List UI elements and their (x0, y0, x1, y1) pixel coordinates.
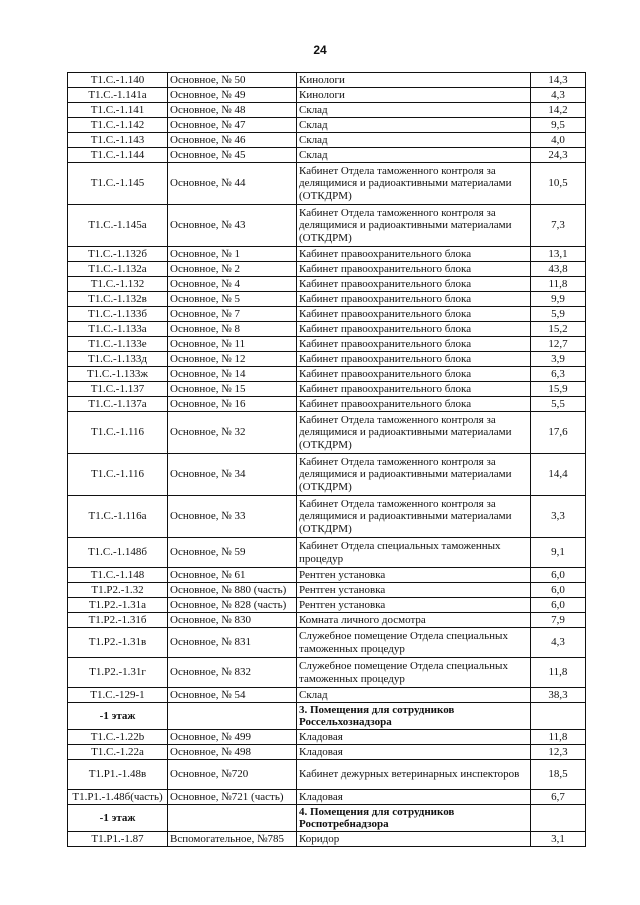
area-cell: 10,5 (531, 163, 586, 205)
room-type-cell: Основное, № 832 (168, 658, 297, 688)
room-name-cell: Кабинет правоохранительного блока (297, 247, 531, 262)
table-row (68, 454, 586, 496)
room-code-cell: Т1.Р2.-1.31г (68, 658, 168, 688)
area-cell: 17,6 (531, 412, 586, 454)
room-type-cell: Основное, № 830 (168, 613, 297, 628)
table-row (68, 382, 586, 397)
table-row (68, 367, 586, 382)
area-cell: 3,1 (531, 832, 586, 847)
room-code-cell: Т1.Р2.-1.31в (68, 628, 168, 658)
room-type-cell: Основное, № 15 (168, 382, 297, 397)
room-type-cell: Основное, № 4 (168, 277, 297, 292)
room-code-cell: Т1.С.-1.133ж (68, 367, 168, 382)
area-cell: 15,9 (531, 382, 586, 397)
room-name-cell: Кабинет правоохранительного блока (297, 277, 531, 292)
room-code-cell: Т1.С.-1.137 (68, 382, 168, 397)
room-type-cell: Основное, № 11 (168, 337, 297, 352)
area-cell: 7,3 (531, 205, 586, 247)
table-row (68, 568, 586, 583)
room-code-cell: Т1.С.-1.132б (68, 247, 168, 262)
room-type-cell: Основное, № 1 (168, 247, 297, 262)
room-type-cell: Основное, № 32 (168, 412, 297, 454)
area-cell: 9,1 (531, 538, 586, 568)
area-cell: 11,8 (531, 277, 586, 292)
section-header-row (68, 805, 586, 832)
area-cell: 11,8 (531, 730, 586, 745)
room-name-cell: Кабинет дежурных ветеринарных инспекторов (297, 760, 531, 790)
room-name-cell: Кабинет Отдела специальных таможенных процедур (297, 538, 531, 568)
area-cell: 14,2 (531, 103, 586, 118)
table-row (68, 163, 586, 205)
area-cell: 13,1 (531, 247, 586, 262)
room-name-cell: Кабинет правоохранительного блока (297, 382, 531, 397)
area-cell: 6,0 (531, 583, 586, 598)
table-row (68, 148, 586, 163)
room-name-cell: Кабинет Отдела таможенного контроля за делящимися и радиоактивными материалами (ОТКДРМ) (297, 163, 531, 205)
room-code-cell: Т1.Р2.-1.32 (68, 583, 168, 598)
room-type-cell: Основное, № 44 (168, 163, 297, 205)
room-code-cell: Т1.С.-129-1 (68, 688, 168, 703)
table-row (68, 73, 586, 88)
table-row (68, 628, 586, 658)
table-row (68, 496, 586, 538)
room-type-cell: Основное, № 5 (168, 292, 297, 307)
room-code-cell: Т1.С.-1.148 (68, 568, 168, 583)
room-type-cell (168, 703, 297, 730)
area-cell: 12,7 (531, 337, 586, 352)
room-name-cell: Коридор (297, 832, 531, 847)
area-cell (531, 703, 586, 730)
room-type-cell: Основное, № 499 (168, 730, 297, 745)
room-type-cell: Основное, № 12 (168, 352, 297, 367)
table-row (68, 790, 586, 805)
table-row (68, 205, 586, 247)
table-row (68, 133, 586, 148)
room-type-cell: Основное, № 14 (168, 367, 297, 382)
room-code-cell: Т1.С.-1.132 (68, 277, 168, 292)
room-name-cell: Склад (297, 688, 531, 703)
room-name-cell: Кабинет правоохранительного блока (297, 292, 531, 307)
room-name-cell: Комната личного досмотра (297, 613, 531, 628)
room-type-cell: Основное, № 7 (168, 307, 297, 322)
room-name-cell: Служебное помещение Отдела специальных таможенных процедур (297, 628, 531, 658)
table-row (68, 307, 586, 322)
room-code-cell: -1 этаж (68, 703, 168, 730)
table-row (68, 583, 586, 598)
table-row (68, 412, 586, 454)
room-type-cell: Основное, № 33 (168, 496, 297, 538)
area-cell: 3,9 (531, 352, 586, 367)
room-code-cell: Т1.С.-1.145 (68, 163, 168, 205)
room-code-cell: Т1.С.-1.137а (68, 397, 168, 412)
room-code-cell: Т1.С.-1.22b (68, 730, 168, 745)
room-name-cell: 4. Помещения для сотрудников Роспотребнадзора (297, 805, 531, 832)
table-row (68, 730, 586, 745)
room-code-cell: Т1.Р1.-1.48б(часть) (68, 790, 168, 805)
room-code-cell: Т1.С.-1.142 (68, 118, 168, 133)
room-name-cell: Кабинет правоохранительного блока (297, 397, 531, 412)
room-name-cell: Кабинет правоохранительного блока (297, 307, 531, 322)
area-cell: 4,3 (531, 88, 586, 103)
room-name-cell: Кабинет Отдела таможенного контроля за делящимися и радиоактивными материалами (ОТКДРМ) (297, 496, 531, 538)
room-name-cell: Склад (297, 103, 531, 118)
room-name-cell: Склад (297, 148, 531, 163)
table-row (68, 598, 586, 613)
room-type-cell: Основное, № 48 (168, 103, 297, 118)
area-cell: 9,5 (531, 118, 586, 133)
room-type-cell: Основное, № 59 (168, 538, 297, 568)
table-row (68, 538, 586, 568)
table-row (68, 352, 586, 367)
room-name-cell: Кабинет правоохранительного блока (297, 337, 531, 352)
room-code-cell: Т1.С.-1.133д (68, 352, 168, 367)
area-cell: 38,3 (531, 688, 586, 703)
area-cell: 11,8 (531, 658, 586, 688)
area-cell: 12,3 (531, 745, 586, 760)
table-row (68, 88, 586, 103)
room-type-cell: Основное, № 34 (168, 454, 297, 496)
area-cell: 18,5 (531, 760, 586, 790)
table-row (68, 103, 586, 118)
room-type-cell: Основное, № 880 (часть) (168, 583, 297, 598)
room-code-cell: Т1.С.-1.22а (68, 745, 168, 760)
area-cell: 6,0 (531, 598, 586, 613)
table-row (68, 292, 586, 307)
room-code-cell: Т1.С.-1.132в (68, 292, 168, 307)
room-code-cell: Т1.С.-1.133а (68, 322, 168, 337)
table-row (68, 262, 586, 277)
room-type-cell: Вспомогательное, №785 (168, 832, 297, 847)
room-name-cell: Склад (297, 118, 531, 133)
table-row (68, 658, 586, 688)
room-type-cell: Основное, №721 (часть) (168, 790, 297, 805)
room-name-cell: 3. Помещения для сотрудников Россельхознадзора (297, 703, 531, 730)
room-code-cell: Т1.С.-1.143 (68, 133, 168, 148)
room-type-cell: Основное, № 16 (168, 397, 297, 412)
table-row (68, 337, 586, 352)
room-type-cell: Основное, №720 (168, 760, 297, 790)
area-cell: 4,3 (531, 628, 586, 658)
premises-table (67, 72, 586, 847)
room-type-cell: Основное, № 43 (168, 205, 297, 247)
room-name-cell: Кабинет Отдела таможенного контроля за делящимися и радиоактивными материалами (ОТКДРМ) (297, 412, 531, 454)
room-type-cell: Основное, № 828 (часть) (168, 598, 297, 613)
room-name-cell: Кабинет правоохранительного блока (297, 262, 531, 277)
area-cell: 6,3 (531, 367, 586, 382)
room-type-cell: Основное, № 50 (168, 73, 297, 88)
room-code-cell: Т1.Р2.-1.31а (68, 598, 168, 613)
room-name-cell: Служебное помещение Отдела специальных таможенных процедур (297, 658, 531, 688)
room-code-cell: Т1.С.-1.116 (68, 412, 168, 454)
room-code-cell: Т1.Р1.-1.87 (68, 832, 168, 847)
room-name-cell: Кинологи (297, 88, 531, 103)
room-name-cell: Кабинет правоохранительного блока (297, 352, 531, 367)
room-code-cell: Т1.С.-1.148б (68, 538, 168, 568)
room-name-cell: Рентген установка (297, 583, 531, 598)
table-row (68, 613, 586, 628)
table-row (68, 247, 586, 262)
room-code-cell: Т1.С.-1.144 (68, 148, 168, 163)
room-type-cell: Основное, № 54 (168, 688, 297, 703)
room-type-cell: Основное, № 831 (168, 628, 297, 658)
area-cell: 5,9 (531, 307, 586, 322)
area-cell: 4,0 (531, 133, 586, 148)
area-cell: 3,3 (531, 496, 586, 538)
room-name-cell: Кладовая (297, 745, 531, 760)
room-code-cell: Т1.С.-1.116 (68, 454, 168, 496)
room-code-cell: Т1.С.-1.116а (68, 496, 168, 538)
area-cell: 6,0 (531, 568, 586, 583)
room-type-cell: Основное, № 49 (168, 88, 297, 103)
room-name-cell: Кинологи (297, 73, 531, 88)
area-cell: 24,3 (531, 148, 586, 163)
room-name-cell: Рентген установка (297, 598, 531, 613)
room-code-cell: Т1.С.-1.133е (68, 337, 168, 352)
area-cell: 7,9 (531, 613, 586, 628)
room-name-cell: Кабинет Отдела таможенного контроля за делящимися и радиоактивными материалами (ОТКДРМ) (297, 454, 531, 496)
table-row (68, 118, 586, 133)
table-row (68, 277, 586, 292)
room-name-cell: Кладовая (297, 790, 531, 805)
table-row (68, 322, 586, 337)
area-cell: 9,9 (531, 292, 586, 307)
table-row (68, 688, 586, 703)
room-type-cell: Основное, № 47 (168, 118, 297, 133)
room-type-cell: Основное, № 2 (168, 262, 297, 277)
room-type-cell (168, 805, 297, 832)
room-name-cell: Кабинет правоохранительного блока (297, 322, 531, 337)
room-code-cell: Т1.С.-1.132а (68, 262, 168, 277)
room-code-cell: Т1.С.-1.145а (68, 205, 168, 247)
area-cell: 5,5 (531, 397, 586, 412)
room-code-cell: Т1.Р2.-1.31б (68, 613, 168, 628)
section-header-row (68, 703, 586, 730)
room-type-cell: Основное, № 498 (168, 745, 297, 760)
area-cell: 15,2 (531, 322, 586, 337)
area-cell: 14,3 (531, 73, 586, 88)
room-code-cell: -1 этаж (68, 805, 168, 832)
page-number: 24 (313, 43, 327, 57)
room-type-cell: Основное, № 45 (168, 148, 297, 163)
room-code-cell: Т1.С.-1.133б (68, 307, 168, 322)
table-row (68, 745, 586, 760)
room-name-cell: Рентген установка (297, 568, 531, 583)
table-row (68, 397, 586, 412)
room-name-cell: Кабинет Отдела таможенного контроля за делящимися и радиоактивными материалами (ОТКДРМ) (297, 205, 531, 247)
room-name-cell: Кабинет правоохранительного блока (297, 367, 531, 382)
room-type-cell: Основное, № 61 (168, 568, 297, 583)
premises-table-body (68, 73, 586, 847)
room-type-cell: Основное, № 46 (168, 133, 297, 148)
area-cell (531, 805, 586, 832)
room-code-cell: Т1.Р1.-1.48в (68, 760, 168, 790)
table-row (68, 832, 586, 847)
room-name-cell: Склад (297, 133, 531, 148)
room-type-cell: Основное, № 8 (168, 322, 297, 337)
area-cell: 6,7 (531, 790, 586, 805)
area-cell: 14,4 (531, 454, 586, 496)
room-code-cell: Т1.С.-1.140 (68, 73, 168, 88)
table-row (68, 760, 586, 790)
room-code-cell: Т1.С.-1.141 (68, 103, 168, 118)
room-code-cell: Т1.С.-1.141а (68, 88, 168, 103)
room-name-cell: Кладовая (297, 730, 531, 745)
area-cell: 43,8 (531, 262, 586, 277)
